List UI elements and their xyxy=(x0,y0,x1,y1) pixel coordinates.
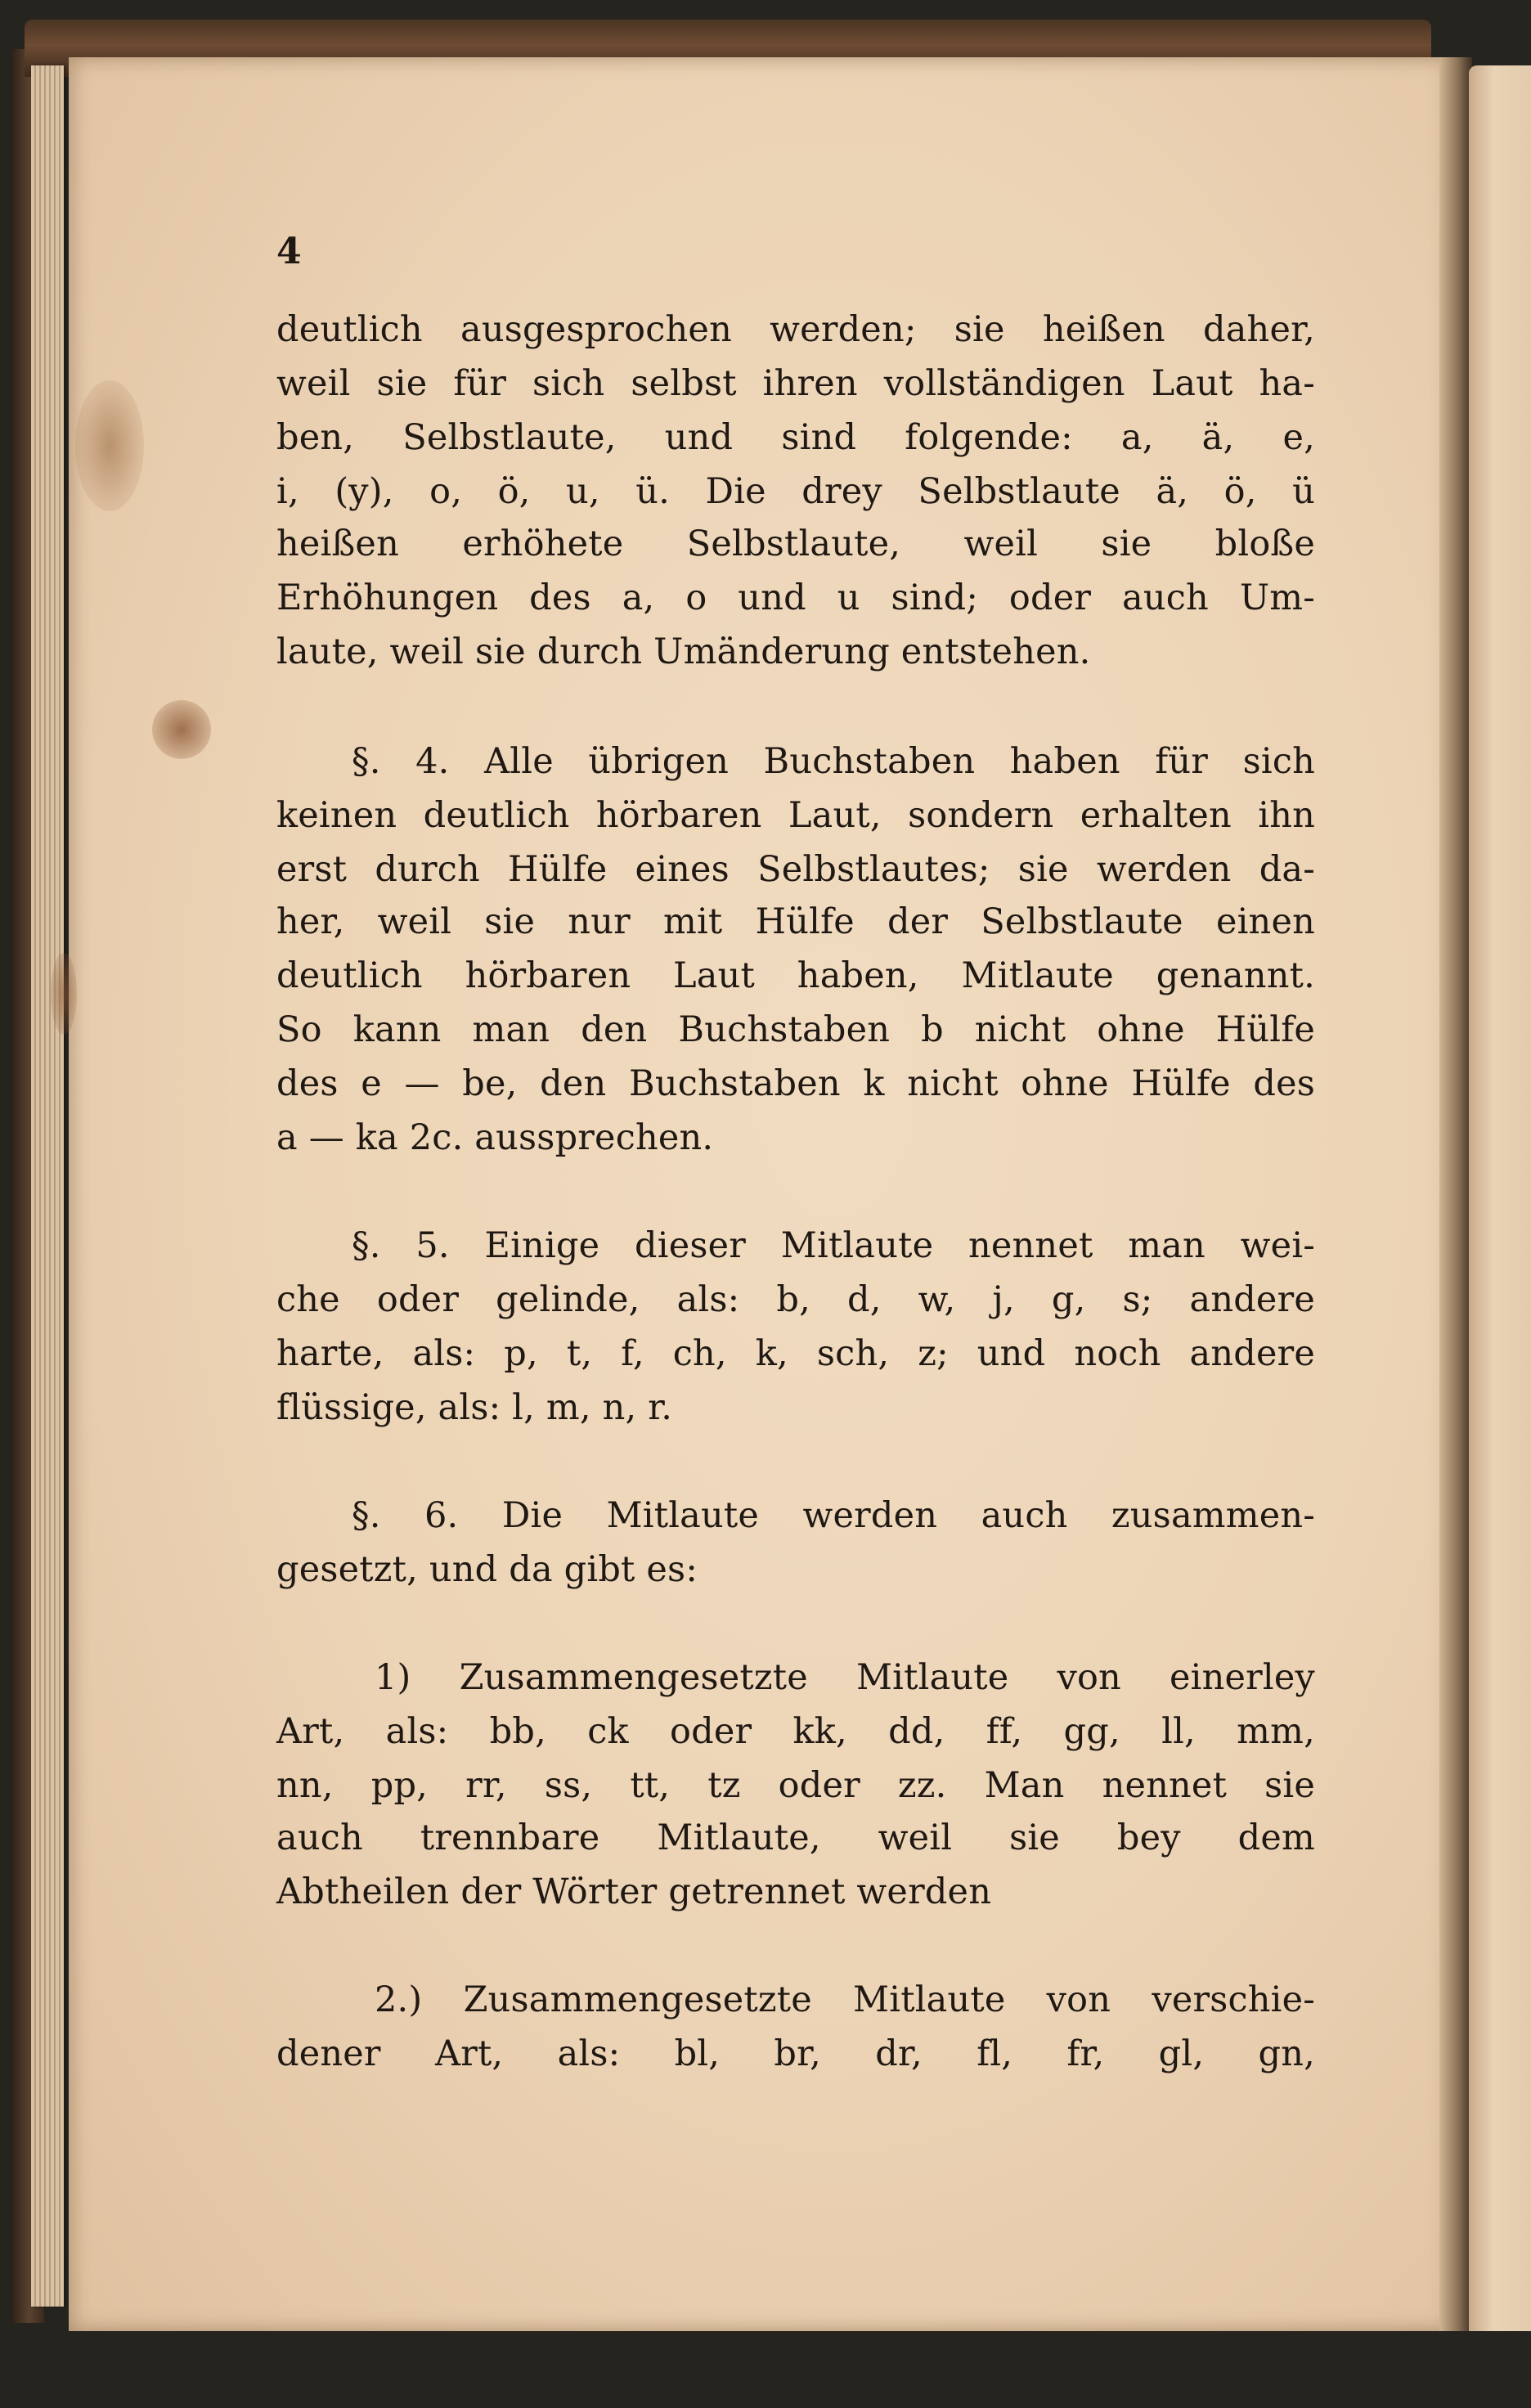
text-line: nn, pp, rr, ss, tt, tz oder zz. Man nennet sie xyxy=(276,1765,1315,1806)
text-line: Abtheilen der Wörter getrennet werden xyxy=(276,1871,992,1912)
paper-stain xyxy=(152,700,211,759)
page-number: 4 xyxy=(276,231,302,272)
text-line: gesetzt, und da gibt es: xyxy=(276,1549,698,1590)
paragraph-heading-line: §. 4. Alle übrigen Buchstaben haben für sich xyxy=(352,741,1315,782)
text-line: erst durch Hülfe eines Selbstlautes; sie werden da- xyxy=(276,849,1315,890)
paper-stain xyxy=(75,380,144,511)
page-edges xyxy=(31,65,64,2307)
page-gutter xyxy=(1439,57,1472,2331)
text-line: deutlich ausgesprochen werden; sie heißen daher, xyxy=(276,309,1315,350)
text-line: dener Art, als: bl, br, dr, fl, fr, gl, gn, xyxy=(276,2033,1315,2074)
text-line: auch trennbare Mitlaute, weil sie bey dem xyxy=(276,1817,1315,1858)
text-line: So kann man den Buchstaben b nicht ohne Hülfe xyxy=(276,1009,1315,1050)
text-line: laute, weil sie durch Umänderung entstehen. xyxy=(276,631,1091,672)
text-line: i, (y), o, ö, u, ü. Die drey Selbstlaute ä, ö, ü xyxy=(276,471,1315,512)
paper-stain xyxy=(51,953,77,1035)
paragraph-heading-line: §. 5. Einige dieser Mitlaute nennet man wei- xyxy=(352,1225,1315,1266)
text-line: weil sie für sich selbst ihren vollständigen Laut ha- xyxy=(276,363,1315,404)
facing-page-edge xyxy=(1469,65,1531,2331)
paragraph-heading-line: §. 6. Die Mitlaute werden auch zusammen- xyxy=(352,1495,1315,1536)
text-line: heißen erhöhete Selbstlaute, weil sie bloße xyxy=(276,523,1315,564)
text-line: keinen deutlich hörbaren Laut, sondern erhalten ihn xyxy=(276,795,1315,836)
text-line: Erhöhungen des a, o und u sind; oder auch Um- xyxy=(276,577,1315,618)
list-item-line: 1) Zusammengesetzte Mitlaute von einerley xyxy=(375,1657,1315,1698)
text-line: flüssige, als: l, m, n, r. xyxy=(276,1387,673,1428)
text-line: her, weil sie nur mit Hülfe der Selbstlaute einen xyxy=(276,901,1315,942)
text-line: che oder gelinde, als: b, d, w, j, g, s; andere xyxy=(276,1279,1315,1320)
text-line: a — ka 2c. aussprechen. xyxy=(276,1117,714,1158)
list-item-line: 2.) Zusammengesetzte Mitlaute von verschie- xyxy=(375,1979,1315,2020)
text-line: harte, als: p, t, f, ch, k, sch, z; und noch andere xyxy=(276,1333,1315,1374)
text-line: Art, als: bb, ck oder kk, dd, ff, gg, ll, mm, xyxy=(276,1711,1315,1752)
text-line: ben, Selbstlaute, und sind folgende: a, ä, e, xyxy=(276,417,1315,458)
text-line: des e — be, den Buchstaben k nicht ohne Hülfe des xyxy=(276,1063,1315,1104)
text-line: deutlich hörbaren Laut haben, Mitlaute genannt. xyxy=(276,955,1315,996)
